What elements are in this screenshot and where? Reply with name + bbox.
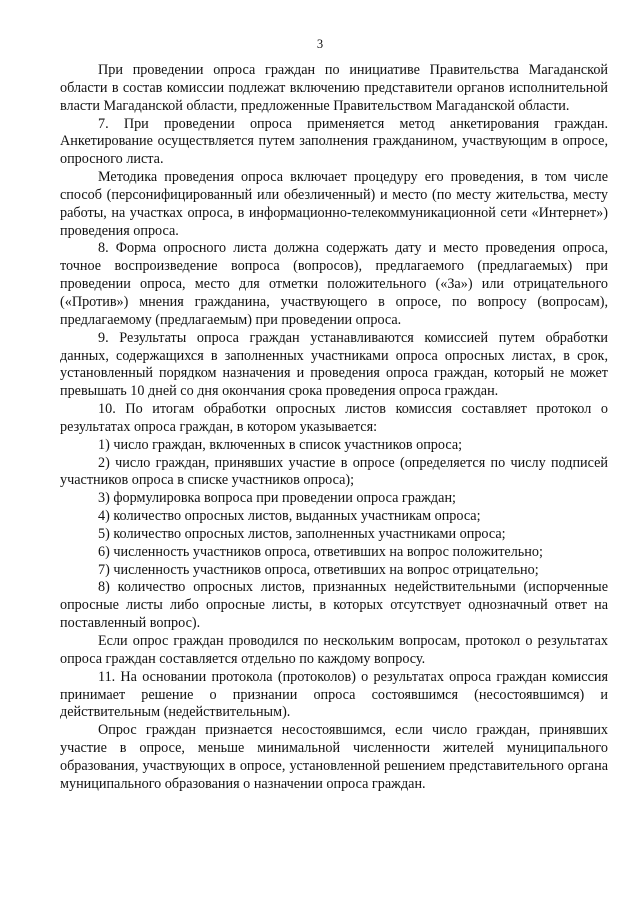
list-item-7: 7) численность участников опроса, ответивших на вопрос отрицательно; (98, 561, 539, 578)
page-number: 3 (316, 37, 324, 51)
paragraph-commission-composition: При проведении опроса граждан по инициативе Правительства Магаданской области в состав комиссии подлежат включению представители органов исполнительной власти Магаданской области, предложенные Правительством Магаданской области. (60, 62, 608, 114)
document-body (60, 62, 608, 794)
list-item-5: 5) количество опросных листов, заполненных участниками опроса; (98, 525, 506, 542)
list-item-4: 4) количество опросных листов, выданных участникам опроса; (98, 508, 481, 525)
paragraph-8-form: 8. Форма опросного листа должна содержать дату и место проведения опроса, точное воспроизведение вопроса (вопросов), предлагаемого (предлагаемых) при проведении опроса, место для отметки положительного («За») или отрицательного («Против») мнения гражданина, участвующего в опросе, по вопросу (вопросам), предлагаемому (предлагаемым) при проведении опроса. (60, 240, 608, 328)
list-item-8: 8) количество опросных листов, признанных недействительными (испорченные опросные листы либо опросные листы, в которых отсутствует однозначный ответ на поставленный вопрос). (60, 579, 608, 632)
paragraph-10-protocol: 10. По итогам обработки опросных листов комиссия составляет протокол о результатах опроса граждан, в котором указывается: (60, 401, 608, 435)
list-item-6: 6) численность участников опроса, ответивших на вопрос положительно; (98, 543, 543, 560)
paragraph-invalid-survey: Опрос граждан признается несостоявшимся, если число граждан, принявших участие в опросе, меньше минимальной численности жителей муниципального образования, участвующих в опросе, установленной решением представительного органа муниципального образования о назначении опроса граждан. (60, 722, 608, 792)
paragraph-7-method: 7. При проведении опроса применяется метод анкетирования граждан. Анкетирование осуществляется путем заполнения гражданином, участвующим в опросе, опросного листа. (60, 115, 608, 168)
paragraph-9-results: 9. Результаты опроса граждан устанавливаются комиссией путем обработки данных, содержащихся в заполненных участниками опроса опросных листах, в срок, установленный порядком назначения и проведения опроса граждан, который не может превышать 10 дней со дня окончания срока проведения опроса граждан. (60, 329, 608, 400)
paragraph-methodology: Методика проведения опроса включает процедуру его проведения, в том числе способ (персонифицированный или обезличенный) и место (по месту жительства, месту работы, на участках опроса, в информационно-телекоммуникационной сети «Интернет») проведения опроса. (60, 169, 608, 239)
list-item-3: 3) формулировка вопроса при проведении опроса граждан; (98, 490, 456, 507)
paragraph-multiple-questions: Если опрос граждан проводился по нескольким вопросам, протокол о результатах опроса граждан составляется отдельно по каждому вопросу. (60, 633, 608, 667)
list-item-2: 2) число граждан, принявших участие в опросе (определяется по числу подписей участников опроса в списке участников опроса); (60, 454, 608, 489)
paragraph-11-decision: 11. На основании протокола (протоколов) о результатах опроса граждан комиссия принимает решение о признании опроса состоявшимся (несостоявшимся) и действительным (недействительным). (60, 668, 608, 721)
list-item-1: 1) число граждан, включенных в список участников опроса; (98, 436, 463, 453)
